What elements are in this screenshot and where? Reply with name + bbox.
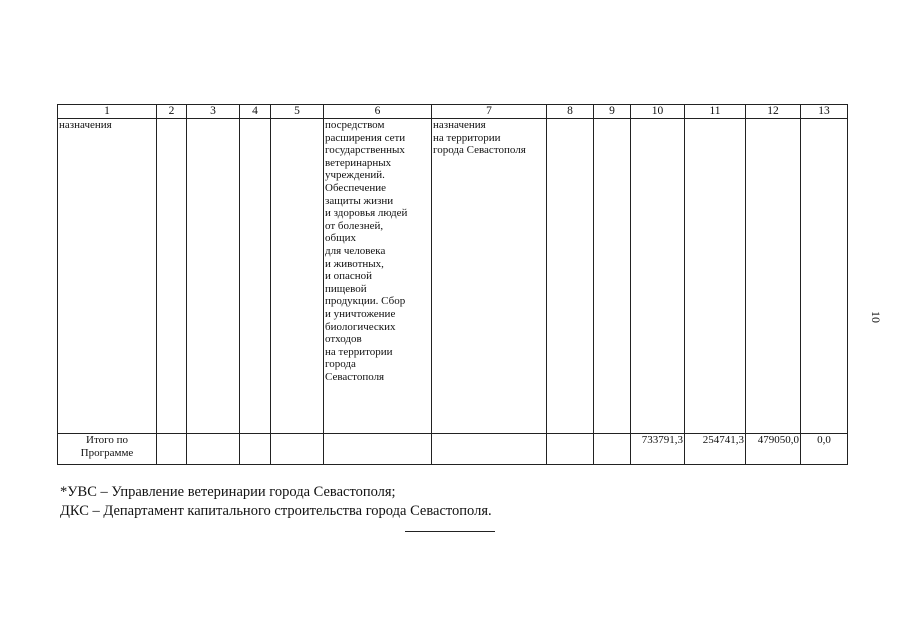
table-cell [240,434,271,465]
header-cell: 1 [58,105,157,119]
table-header-row [58,105,848,119]
footnote-dks: ДКС – Департамент капитального строительства города Севастополя. [60,503,492,519]
total-col10: 733791,3 [631,434,685,465]
total-label-cell [58,434,157,465]
purpose-text: назначения [59,119,112,131]
table-cell [746,119,801,434]
table-cell [685,119,746,434]
page-number: 10 [869,311,883,323]
header-cell: 4 [240,105,271,119]
table-cell [432,434,547,465]
table-cell [58,119,157,434]
footnote-uvs: *УВС – Управление ветеринарии города Севастополя; [60,484,396,500]
header-cell: 13 [801,105,848,119]
table-cell [547,434,594,465]
measure-description: посредством расширения сети государственных ветеринарных учреждений. Обеспечение защиты жизни и здоровья людей от болезней, общих для человека и животных, и опасной пищевой продукции. Сбор и уничтожение биологических отходов на территории города Севастополя [325,119,408,383]
header-cell: 6 [324,105,432,119]
table-cell [187,434,240,465]
header-cell: 8 [547,105,594,119]
closing-rule [405,531,495,532]
total-label: Итого по Программе [80,434,134,459]
table-cell [157,434,187,465]
table-cell [157,119,187,434]
header-cell: 5 [271,105,324,119]
table-cell [240,119,271,434]
table-cell [631,119,685,434]
header-cell: 12 [746,105,801,119]
program-table [57,104,848,465]
header-cell: 10 [631,105,685,119]
table-cell [547,119,594,434]
header-cell: 9 [594,105,631,119]
header-cell: 11 [685,105,746,119]
table-cell [324,434,432,465]
table-cell [271,434,324,465]
table-cell [801,119,848,434]
header-cell: 7 [432,105,547,119]
footnotes [60,483,840,521]
table-cell [324,119,432,434]
table-cell [187,119,240,434]
table-cell [432,119,547,434]
table-cell [594,119,631,434]
table-cell [271,119,324,434]
total-col11: 254741,3 [685,434,746,465]
target-description: назначения на территории города Севастополя [433,119,526,157]
header-cell: 2 [157,105,187,119]
total-col13: 0,0 [801,434,848,465]
total-col12: 479050,0 [746,434,801,465]
table-row [58,119,848,434]
table-cell [594,434,631,465]
header-cell: 3 [187,105,240,119]
total-row [58,434,848,465]
